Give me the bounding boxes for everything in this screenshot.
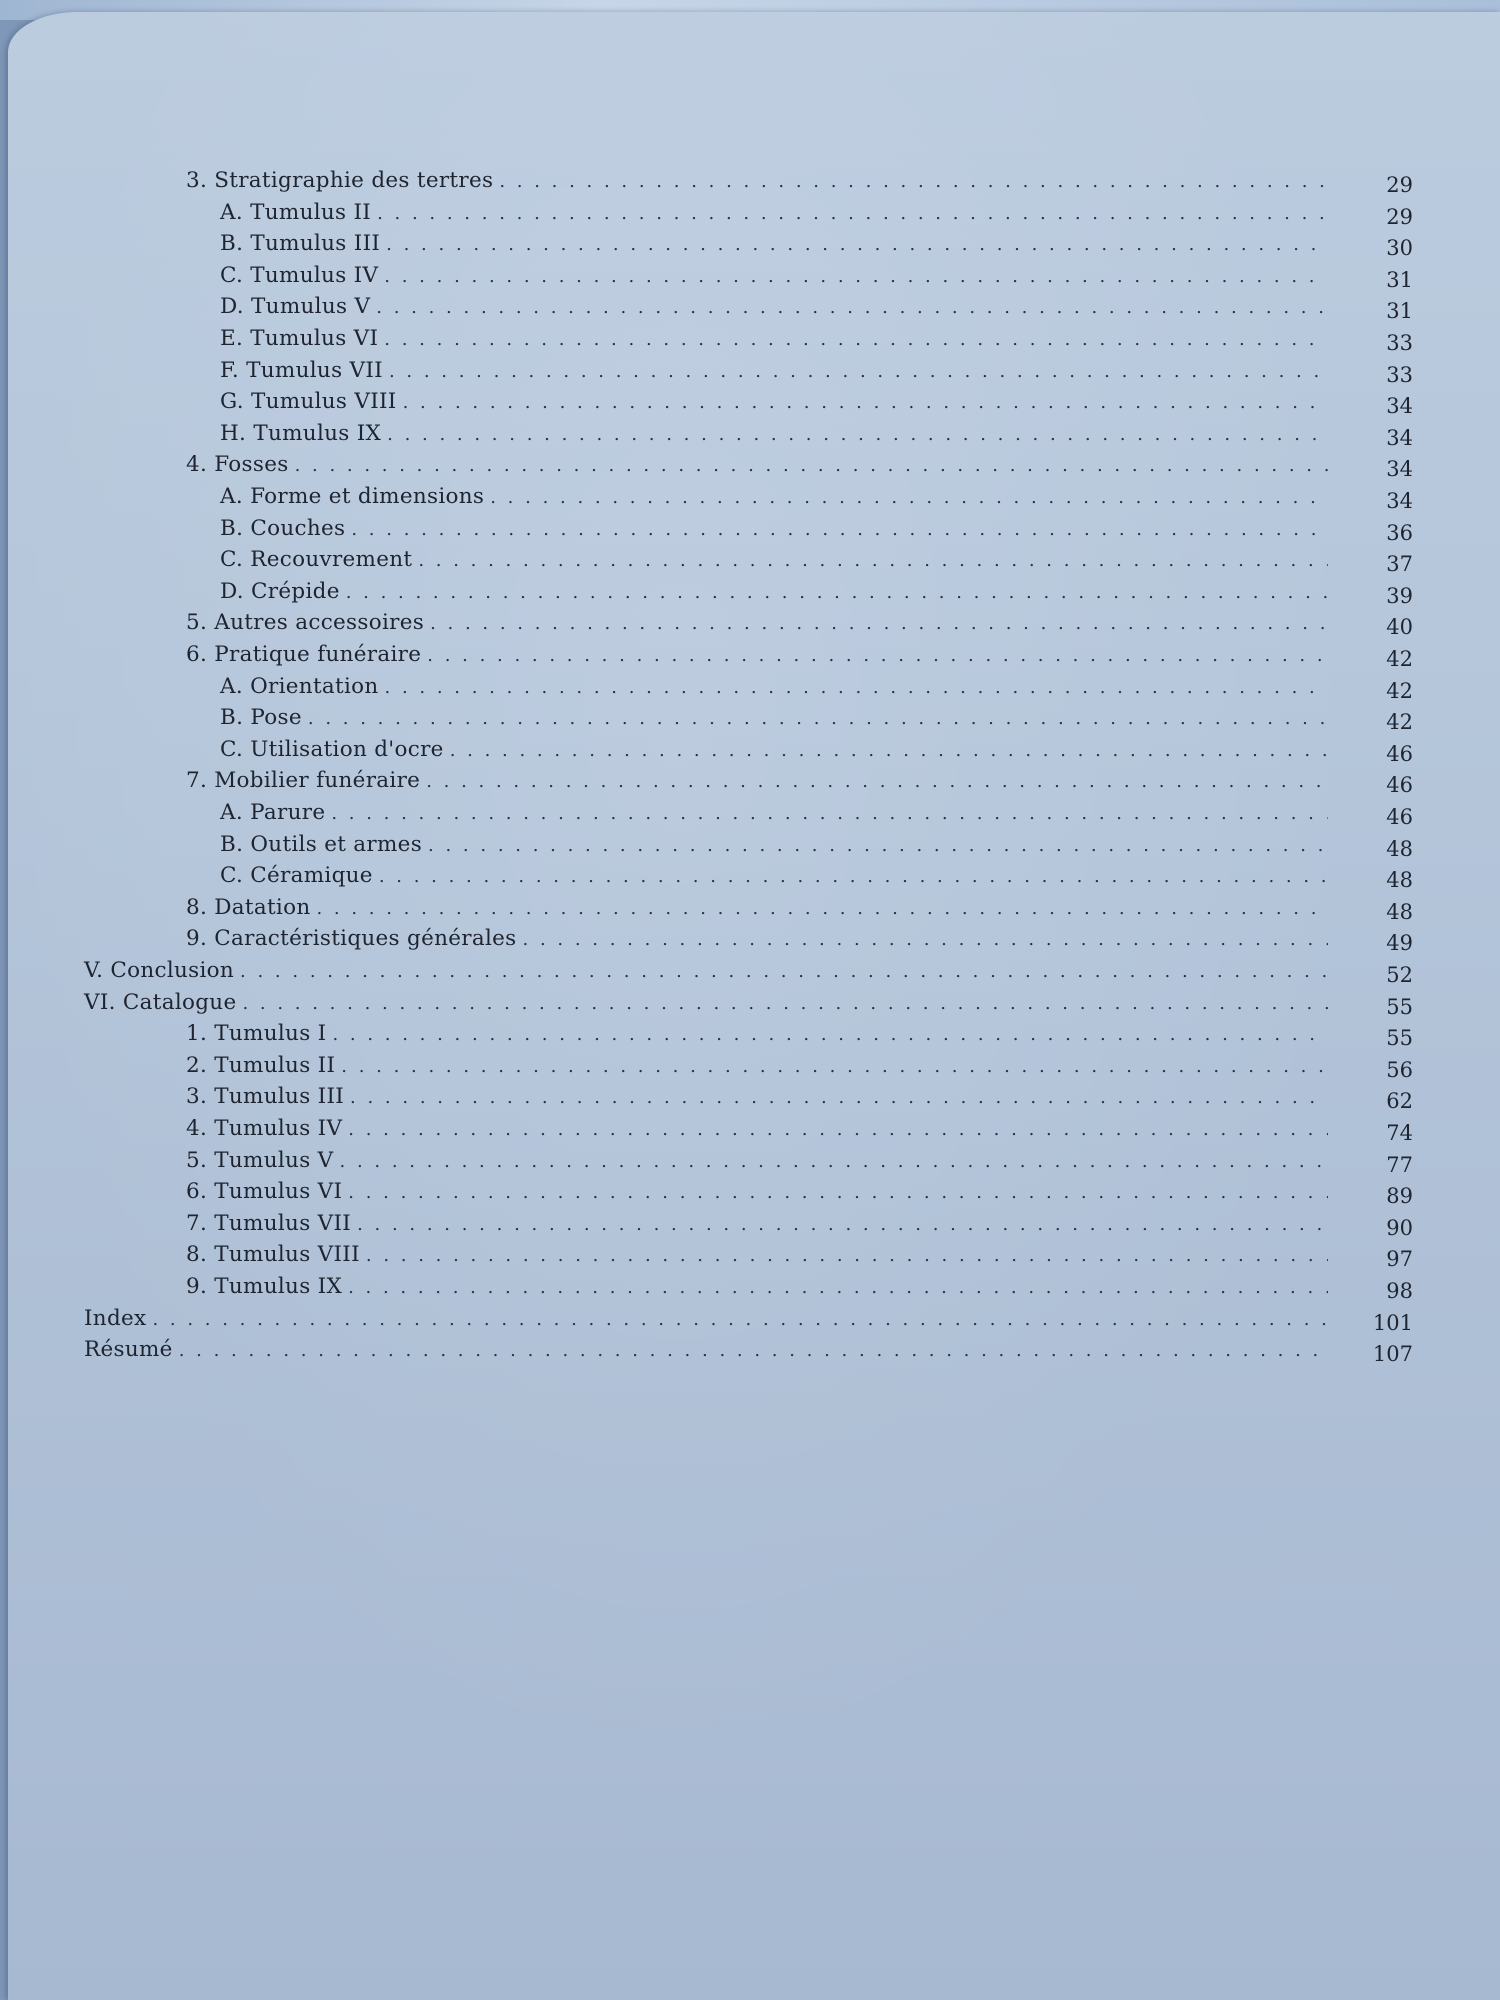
toc-entry-label: G. Tumulus VIII [220, 389, 397, 414]
toc-entry [186, 894, 1328, 922]
dot-leader [490, 484, 1328, 512]
toc-entry-label: 4. Fosses [186, 452, 289, 477]
toc-entry [84, 957, 1328, 985]
toc-entry [84, 1336, 1328, 1364]
toc-entry [220, 862, 1328, 890]
toc-entry-page-number: 46 [1386, 805, 1413, 829]
toc-entry-page-number: 37 [1386, 552, 1413, 576]
dot-leader [242, 990, 1328, 1018]
dot-leader [348, 1179, 1328, 1207]
toc-entry-page-number: 52 [1386, 963, 1413, 987]
dot-leader [386, 231, 1328, 259]
toc-entry [186, 925, 1328, 953]
toc-entry-label: 9. Tumulus IX [186, 1274, 343, 1299]
toc-entry [186, 451, 1328, 479]
toc-entry-label: 9. Caractéristiques générales [186, 926, 517, 951]
dot-leader [348, 1116, 1328, 1144]
dot-leader [332, 1021, 1328, 1049]
toc-entry-label: C. Utilisation d'ocre [220, 737, 444, 762]
toc-entry [220, 357, 1328, 385]
toc-entry [220, 831, 1328, 859]
toc-entry-label: B. Outils et armes [220, 832, 423, 857]
toc-entry-label: 8. Datation [186, 895, 311, 920]
toc-entry [186, 641, 1328, 669]
toc-entry-label: 7. Mobilier funéraire [186, 768, 421, 793]
toc-entry-label: A. Orientation [220, 674, 379, 699]
toc-entry-label: C. Tumulus IV [220, 263, 379, 288]
dot-leader [377, 200, 1328, 228]
toc-entry [186, 609, 1328, 637]
dot-leader [450, 737, 1328, 765]
toc-entry-label: Résumé [84, 1337, 173, 1362]
dot-leader [316, 895, 1328, 923]
dot-leader [295, 452, 1328, 480]
toc-entry-label: 5. Tumulus V [186, 1148, 334, 1173]
dot-leader [384, 263, 1328, 291]
document-page [8, 12, 1500, 2000]
dot-leader [376, 294, 1328, 322]
dot-leader [379, 863, 1328, 891]
toc-entry-label: D. Tumulus V [220, 294, 371, 319]
toc-entry [186, 167, 1328, 195]
toc-entry-label: 3. Stratigraphie des tertres [186, 168, 494, 193]
toc-entry-page-number: 46 [1386, 742, 1413, 766]
toc-entry [220, 799, 1328, 827]
dot-leader [331, 800, 1328, 828]
toc-entry-page-number: 40 [1386, 615, 1413, 639]
dot-leader [430, 610, 1328, 638]
dot-leader [341, 1053, 1328, 1081]
toc-entry-label: C. Recouvrement [220, 547, 413, 572]
dot-leader [152, 1306, 1328, 1334]
toc-entry [220, 704, 1328, 732]
toc-entry-label: C. Céramique [220, 863, 373, 888]
toc-entry [220, 325, 1328, 353]
toc-entry-page-number: 33 [1386, 331, 1413, 355]
toc-entry [220, 293, 1328, 321]
toc-entry [220, 515, 1328, 543]
toc-entry [186, 1210, 1328, 1238]
dot-leader [340, 1148, 1329, 1176]
toc-entry [186, 1020, 1328, 1048]
toc-entry [220, 736, 1328, 764]
dot-leader [351, 516, 1328, 544]
dot-leader [426, 768, 1328, 796]
dot-leader [308, 705, 1328, 733]
toc-entry [220, 483, 1328, 511]
toc-entry [84, 989, 1328, 1017]
toc-entry-label: 8. Tumulus VIII [186, 1242, 360, 1267]
toc-entry [220, 578, 1328, 606]
dot-leader [357, 1211, 1328, 1239]
toc-entry-label: F. Tumulus VII [220, 358, 383, 383]
dot-leader [366, 1242, 1328, 1270]
toc-entry-label: 6. Pratique funéraire [186, 642, 422, 667]
toc-entry-label: 6. Tumulus VI [186, 1179, 343, 1204]
toc-entry-page-number: 34 [1386, 394, 1413, 418]
toc-entry [186, 1273, 1328, 1301]
toc-entry-page-number: 90 [1386, 1216, 1413, 1240]
toc-entry-page-number: 36 [1386, 521, 1413, 545]
toc-entry-page-number: 77 [1386, 1153, 1413, 1177]
toc-entry-page-number: 48 [1386, 837, 1413, 861]
toc-entry [220, 262, 1328, 290]
dot-leader [384, 326, 1328, 354]
toc-entry-label: 5. Autres accessoires [186, 610, 425, 635]
toc-entry-label: Index [84, 1306, 147, 1331]
toc-entry-page-number: 97 [1386, 1247, 1413, 1271]
dot-leader [389, 358, 1328, 386]
toc-entry-page-number: 48 [1386, 900, 1413, 924]
toc-entry [186, 1178, 1328, 1206]
dot-leader [179, 1337, 1328, 1365]
toc-entry [186, 1241, 1328, 1269]
toc-entry-label: 7. Tumulus VII [186, 1211, 352, 1236]
toc-entry [84, 1305, 1328, 1333]
toc-entry-label: VI. Catalogue [84, 990, 237, 1015]
toc-entry-page-number: 42 [1386, 647, 1413, 671]
toc-entry [220, 546, 1328, 574]
toc-entry-page-number: 89 [1386, 1184, 1413, 1208]
toc-entry [220, 673, 1328, 701]
toc-entry-label: A. Tumulus II [220, 200, 372, 225]
toc-entry [186, 1115, 1328, 1143]
dot-leader [348, 1274, 1328, 1302]
toc-entry-label: A. Forme et dimensions [220, 484, 485, 509]
toc-entry-label: 2. Tumulus II [186, 1053, 336, 1078]
dot-leader [523, 926, 1328, 954]
toc-entry-page-number: 34 [1386, 426, 1413, 450]
toc-entry-page-number: 34 [1386, 489, 1413, 513]
toc-entry-page-number: 107 [1372, 1342, 1413, 1366]
toc-entry-page-number: 55 [1386, 995, 1413, 1019]
dot-leader [350, 1084, 1328, 1112]
toc-entry-label: D. Crépide [220, 579, 340, 604]
dot-leader [428, 832, 1328, 860]
toc-entry [186, 1147, 1328, 1175]
toc-entry-page-number: 29 [1386, 205, 1413, 229]
toc-entry-page-number: 74 [1386, 1121, 1413, 1145]
dot-leader [385, 674, 1328, 702]
toc-entry [220, 388, 1328, 416]
toc-entry-page-number: 55 [1386, 1026, 1413, 1050]
toc-entry-label: B. Pose [220, 705, 302, 730]
toc-entry-page-number: 34 [1386, 457, 1413, 481]
dot-leader [240, 958, 1328, 986]
toc-entry [220, 420, 1328, 448]
toc-entry-page-number: 48 [1386, 868, 1413, 892]
dot-leader [403, 389, 1328, 417]
toc-entry-page-number: 46 [1386, 773, 1413, 797]
toc-entry-label: 1. Tumulus I [186, 1021, 327, 1046]
toc-entry-page-number: 56 [1386, 1058, 1413, 1082]
toc-entry-page-number: 42 [1386, 679, 1413, 703]
dot-leader [346, 579, 1328, 607]
toc-entry-page-number: 31 [1386, 268, 1413, 292]
toc-entry-label: V. Conclusion [84, 958, 235, 983]
toc-entry-page-number: 31 [1386, 299, 1413, 323]
toc-entry [186, 767, 1328, 795]
dot-leader [427, 642, 1328, 670]
toc-entry-label: A. Parure [220, 800, 326, 825]
toc-entry-label: 4. Tumulus IV [186, 1116, 343, 1141]
toc-entry-page-number: 42 [1386, 710, 1413, 734]
dot-leader [499, 168, 1328, 196]
toc-entry-page-number: 98 [1386, 1279, 1413, 1303]
toc-entry [186, 1052, 1328, 1080]
toc-entry-page-number: 39 [1386, 584, 1413, 608]
toc-entry-page-number: 101 [1372, 1311, 1413, 1335]
toc-entry-label: H. Tumulus IX [220, 421, 382, 446]
toc-entry-page-number: 49 [1386, 931, 1413, 955]
toc-entry-page-number: 33 [1386, 363, 1413, 387]
toc-entry [220, 199, 1328, 227]
toc-entry-page-number: 29 [1386, 173, 1413, 197]
dot-leader [387, 421, 1328, 449]
toc-entry [220, 230, 1328, 258]
toc-entry-page-number: 62 [1386, 1089, 1413, 1113]
show-through-text [98, 1802, 1418, 1942]
toc-entry-label: 3. Tumulus III [186, 1084, 345, 1109]
toc-entry-label: B. Tumulus III [220, 231, 381, 256]
toc-entry-label: E. Tumulus VI [220, 326, 379, 351]
dot-leader [418, 547, 1328, 575]
toc-entry-label: B. Couches [220, 516, 346, 541]
toc-entry [186, 1083, 1328, 1111]
toc-entry-page-number: 30 [1386, 236, 1413, 260]
